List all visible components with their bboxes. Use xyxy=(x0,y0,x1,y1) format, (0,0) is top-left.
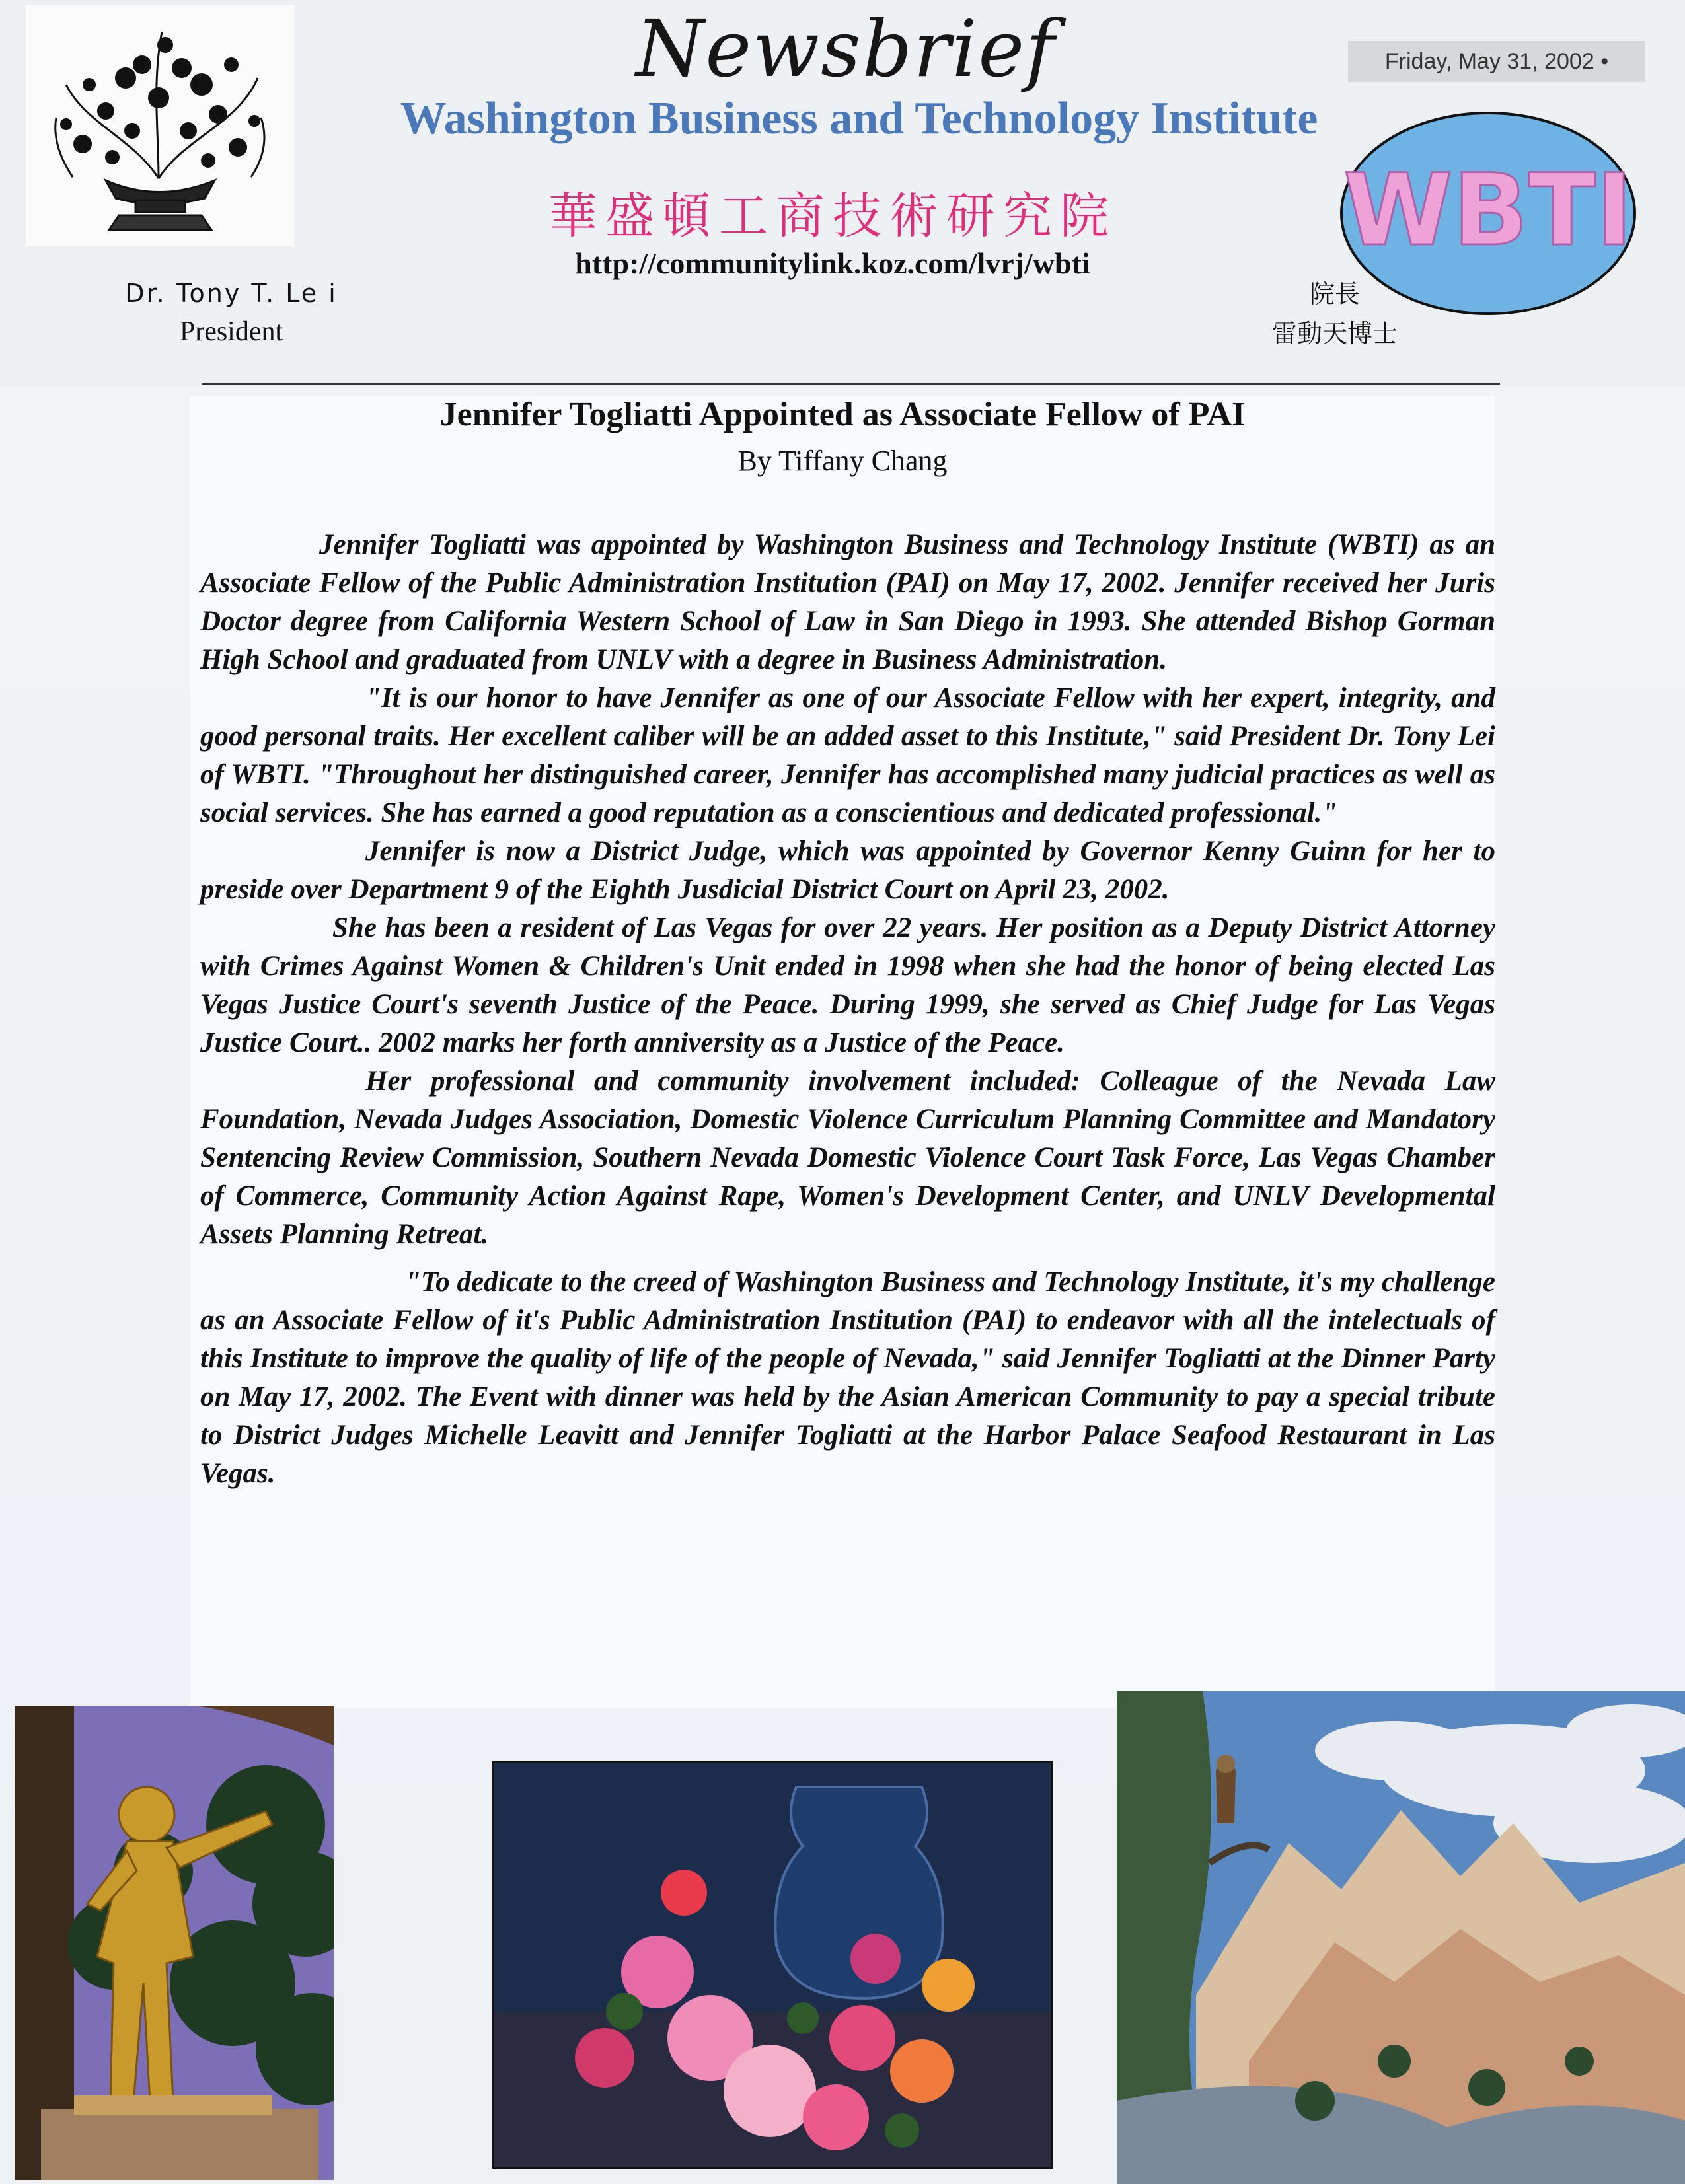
paragraph: Jennifer Togliatti was appointed by Washington Business and Technology Institute (WBTI) as an Associate Fellow of the Public Administration Institution (PAI) on May 17, 2002. Jennifer received her Juris Doctor degree from California Western School of Law in San Diego in 1993. She attended Bishop Gorman High School and graduated from UNLV with a degree in Business Administration. xyxy=(200,529,1495,675)
institute-name: Washington Business and Technology Institute xyxy=(400,93,1318,144)
golden-violinist-statue-photo xyxy=(15,1706,334,2180)
paragraph: "It is our honor to have Jennifer as one of our Associate Fellow with her expert, integrity, and good personal traits. Her excellent caliber will be an added asset to this Institute," said President Dr. Tony Lei of WBTI. "Throughout her distinguished career, Jennifer has accomplished many judicial practices as well as social services. She has earned a good reputation as a conscientious and dedicated professional." xyxy=(200,682,1495,828)
institute-name-chinese: 華盛頓工商技術研究院 xyxy=(548,188,1117,244)
website-url: http://communitylink.koz.com/lvrj/wbti xyxy=(575,246,1090,280)
date-badge: Friday, May 31, 2002 • xyxy=(1348,41,1645,82)
paragraph: She has been a resident of Las Vegas for over 22 years. Her position as a Deputy District Attorney with Crimes Against Women & Children's Unit ended in 1998 when she had the honor of being elected Las Vegas Justice Court's seventh Justice of the Peace. During 1999, she served as Chief Judge for Las Vegas Justice Court.. 2002 marks her forth anniversity as a Justice of the Peace. xyxy=(200,912,1495,1058)
newsletter-title: Newsbrief xyxy=(636,3,1056,94)
president-name-chinese: 雷動天博士 xyxy=(1271,319,1398,348)
article-body xyxy=(200,526,1495,1493)
wbti-logo-text: WBTI xyxy=(1343,153,1633,268)
president-chinese xyxy=(1229,274,1441,353)
hawk-canyon-painting xyxy=(1117,1691,1685,2184)
president-name: Dr. Tony T. Le i xyxy=(125,279,338,308)
paragraph: Jennifer is now a District Judge, which was appointed by Governor Kenny Guinn for her to preside over Department 9 of the Eighth Jusdicial District Court on April 23, 2002. xyxy=(200,836,1495,905)
vase-logo-icon xyxy=(26,5,294,246)
paragraph: Her professional and community involvement included: Colleague of the Nevada Law Foundation, Nevada Judges Association, Domestic Violence Curriculum Planning Committee and Mandatory Sentencing Review Commission, Southern Nevada Domestic Violence Court Task Force, Las Vegas Chamber of Commerce, Community Action Against Rape, Women's Development Center, and UNLV Developmental Assets Planning Retreat. xyxy=(200,1066,1495,1250)
header-divider xyxy=(202,383,1500,385)
flower-vase-painting xyxy=(492,1761,1053,2169)
paragraph: "To dedicate to the creed of Washington Business and Technology Institute, it's my challenge as an Associate Fellow of it's Public Administration Institution (PAI) to endeavor with all the intelectuals of this Institute to improve the quality of life of the people of Nevada," said Jennifer Togliatti at the Dinner Party on May 17, 2002. The Event with dinner was held by the Asian American Community to pay a special tribute to District Judges Michelle Leavitt and Jennifer Togliatti at the Harbor Palace Seafood Restaurant in Las Vegas. xyxy=(200,1266,1495,1489)
article-byline: By Tiffany Chang xyxy=(737,445,948,477)
article-headline: Jennifer Togliatti Appointed as Associate Fellow of PAI xyxy=(439,396,1246,433)
president-title: President xyxy=(179,316,283,347)
president-english xyxy=(79,274,383,351)
president-title-chinese: 院長 xyxy=(1309,279,1360,309)
